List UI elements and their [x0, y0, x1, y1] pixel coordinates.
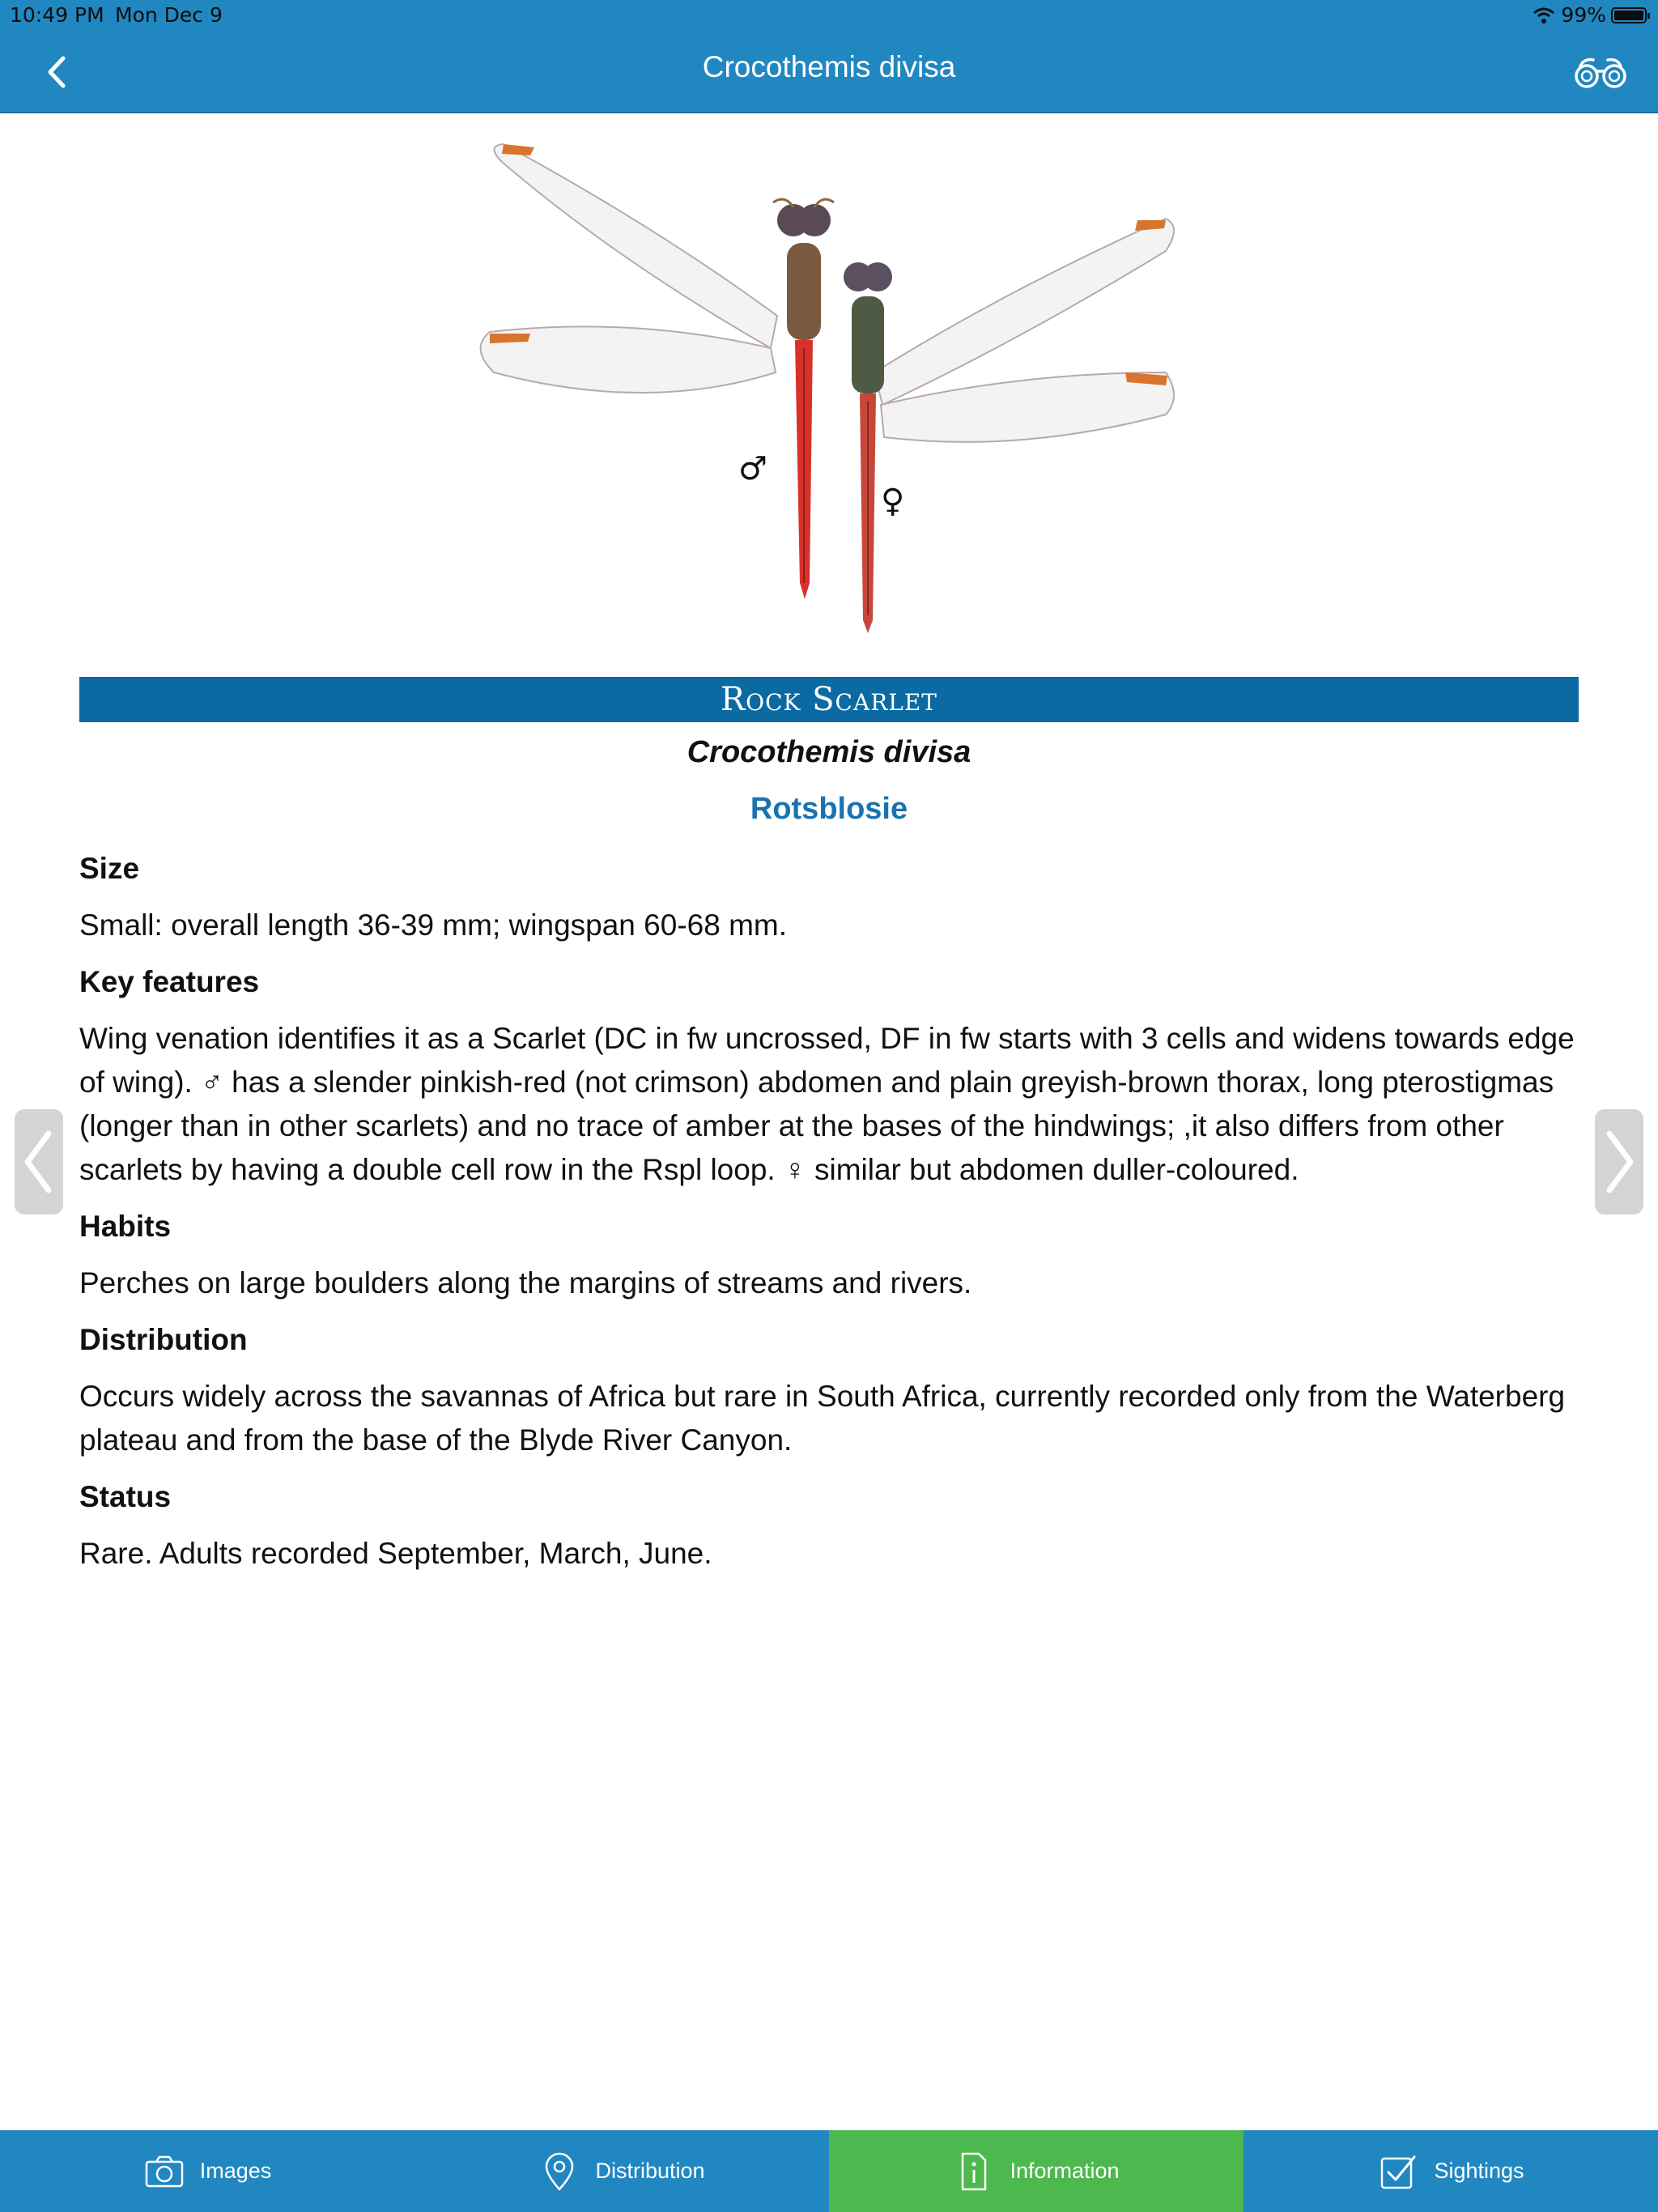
nav-bar [0, 32, 1658, 113]
battery-fill [1614, 11, 1643, 20]
scientific-name: Crocothemis divisa [687, 735, 971, 769]
dragonfly-image [453, 130, 1206, 648]
next-species-button[interactable] [1595, 1109, 1643, 1214]
tab-information[interactable] [829, 2130, 1244, 2212]
wifi-icon [1532, 6, 1556, 25]
tab-bar [0, 2130, 1658, 2212]
section-text-key-features: Wing venation identifies it as a Scarlet (DC in fw uncrossed, DF in fw starts with 3 cells and widens towards edge of wing). ♂ has a slender pinkish-red (not crimson) abdomen and plain greyish-brown thorax, long pterostigmas (longer than in other scarlets) and no trace of amber at the bases of the hindwings; ,it also differs from other scarlets by having a double cell row in the Rspl loop. ♀ similar but abdomen duller-coloured. [79, 1022, 1575, 1186]
checkbox-icon [1377, 2150, 1419, 2193]
map-pin-icon [538, 2150, 580, 2193]
previous-species-button[interactable] [15, 1109, 63, 1214]
section-text-distribution: Occurs widely across the savannas of Africa but rare in South Africa, currently recorded only from the Waterberg plateau and from the base of the Blyde River Canyon. [79, 1380, 1566, 1457]
camera-icon [143, 2150, 185, 2193]
female-symbol: ♀ [881, 483, 905, 520]
section-heading-status: Status [79, 1480, 172, 1513]
section-heading-key-features: Key features [79, 965, 260, 998]
tab-distribution[interactable] [414, 2130, 829, 2212]
section-heading-habits: Habits [79, 1210, 172, 1243]
info-icon [953, 2150, 995, 2193]
tab-sightings-label: Sightings [1434, 2159, 1524, 2183]
species-info [79, 847, 1579, 1589]
tab-sightings[interactable] [1244, 2130, 1658, 2212]
tab-images-label: Images [199, 2159, 272, 2183]
binoculars-button[interactable] [1572, 55, 1629, 91]
battery-percent: 99% [1561, 3, 1606, 27]
tab-information-label: Information [1010, 2159, 1120, 2183]
status-right [1532, 3, 1647, 27]
common-name-banner: Rock Scarlet [79, 677, 1579, 722]
status-bar [0, 0, 1658, 32]
section-heading-size: Size [79, 852, 140, 885]
section-text-habits: Perches on large boulders along the margins of streams and rivers. [79, 1266, 972, 1300]
tab-distribution-label: Distribution [595, 2159, 705, 2183]
status-time: 10:49 PM [10, 3, 104, 27]
section-text-status: Rare. Adults recorded September, March, June. [79, 1537, 712, 1570]
chevron-right-icon [1595, 1109, 1643, 1214]
tab-images[interactable] [0, 2130, 414, 2212]
chevron-left-icon [15, 1109, 63, 1214]
binoculars-icon [1572, 55, 1629, 91]
status-date: Mon Dec 9 [115, 3, 223, 27]
section-heading-distribution: Distribution [79, 1323, 248, 1356]
male-symbol: ♂ [738, 450, 767, 487]
battery-icon [1611, 7, 1647, 23]
section-text-size: Small: overall length 36-39 mm; wingspan 60-68 mm. [79, 908, 787, 942]
dragonfly-illustration [453, 130, 1206, 648]
page-title: Crocothemis divisa [702, 50, 956, 83]
afrikaans-name: Rotsblosie [750, 792, 908, 826]
